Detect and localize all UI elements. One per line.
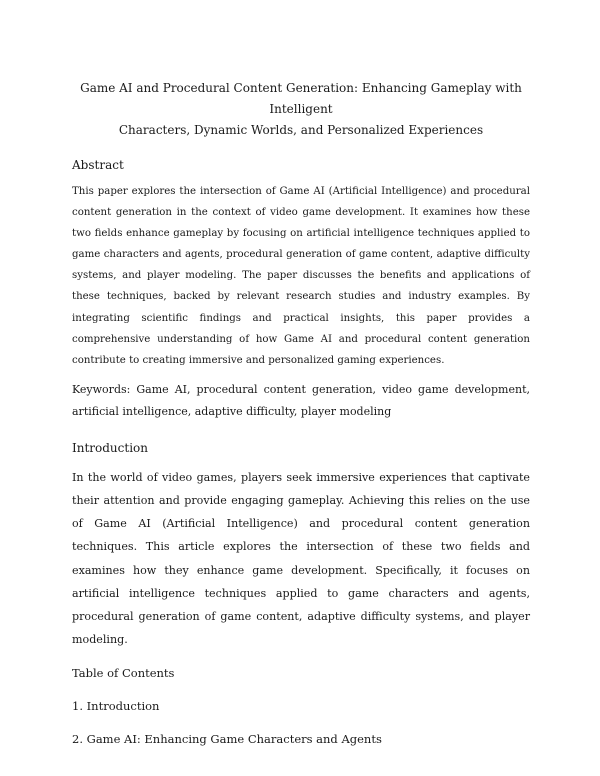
- introduction-heading: Introduction: [72, 440, 148, 455]
- keywords-paragraph: Keywords: Game AI, procedural content generation, video game development, artificial intelligence, adaptive difficulty, player modeling: [72, 382, 530, 418]
- paper-title: [66, 78, 536, 141]
- toc-item-game-ai: 2. Game AI: Enhancing Game Characters and Agents: [72, 732, 382, 747]
- abstract-heading: Abstract: [72, 158, 124, 172]
- title-line-1: Game AI and Procedural Content Generation: Enhancing Gameplay with Intelligent: [80, 81, 522, 116]
- title-line-2: Characters, Dynamic Worlds, and Personalized Experiences: [118, 123, 484, 137]
- paper-page: [72, 78, 530, 747]
- toc-heading: Table of Contents: [72, 666, 175, 681]
- introduction-paragraph: In the world of video games, players seek immersive experiences that captivate their attention and provide engaging gameplay. Achieving this relies on the use of Game AI (Artificial Intelligence) and procedural content generation techniques. This article explores the intersection of these two fields and examines how they enhance game development. Specifically, it focuses on artificial intelligence techniques applied to game characters and agents, procedural generation of game content, adaptive difficulty systems, and player modeling.: [72, 470, 530, 647]
- toc-item-introduction: 1. Introduction: [72, 699, 160, 714]
- abstract-paragraph: This paper explores the intersection of Game AI (Artificial Intelligence) and procedural content generation in the context of video game development. It examines how these two fields enhance gameplay by focusing on artificial intelligence techniques applied to game characters and agents, procedural generation of game content, adaptive difficulty systems, and player modeling. The paper discusses the benefits and applications of these techniques, backed by relevant research studies and industry examples. By integrating scientific findings and practical insights, this paper provides a comprehensive understanding of how Game AI and procedural content generation contribute to creating immersive and personalized gaming experiences.: [72, 186, 530, 366]
